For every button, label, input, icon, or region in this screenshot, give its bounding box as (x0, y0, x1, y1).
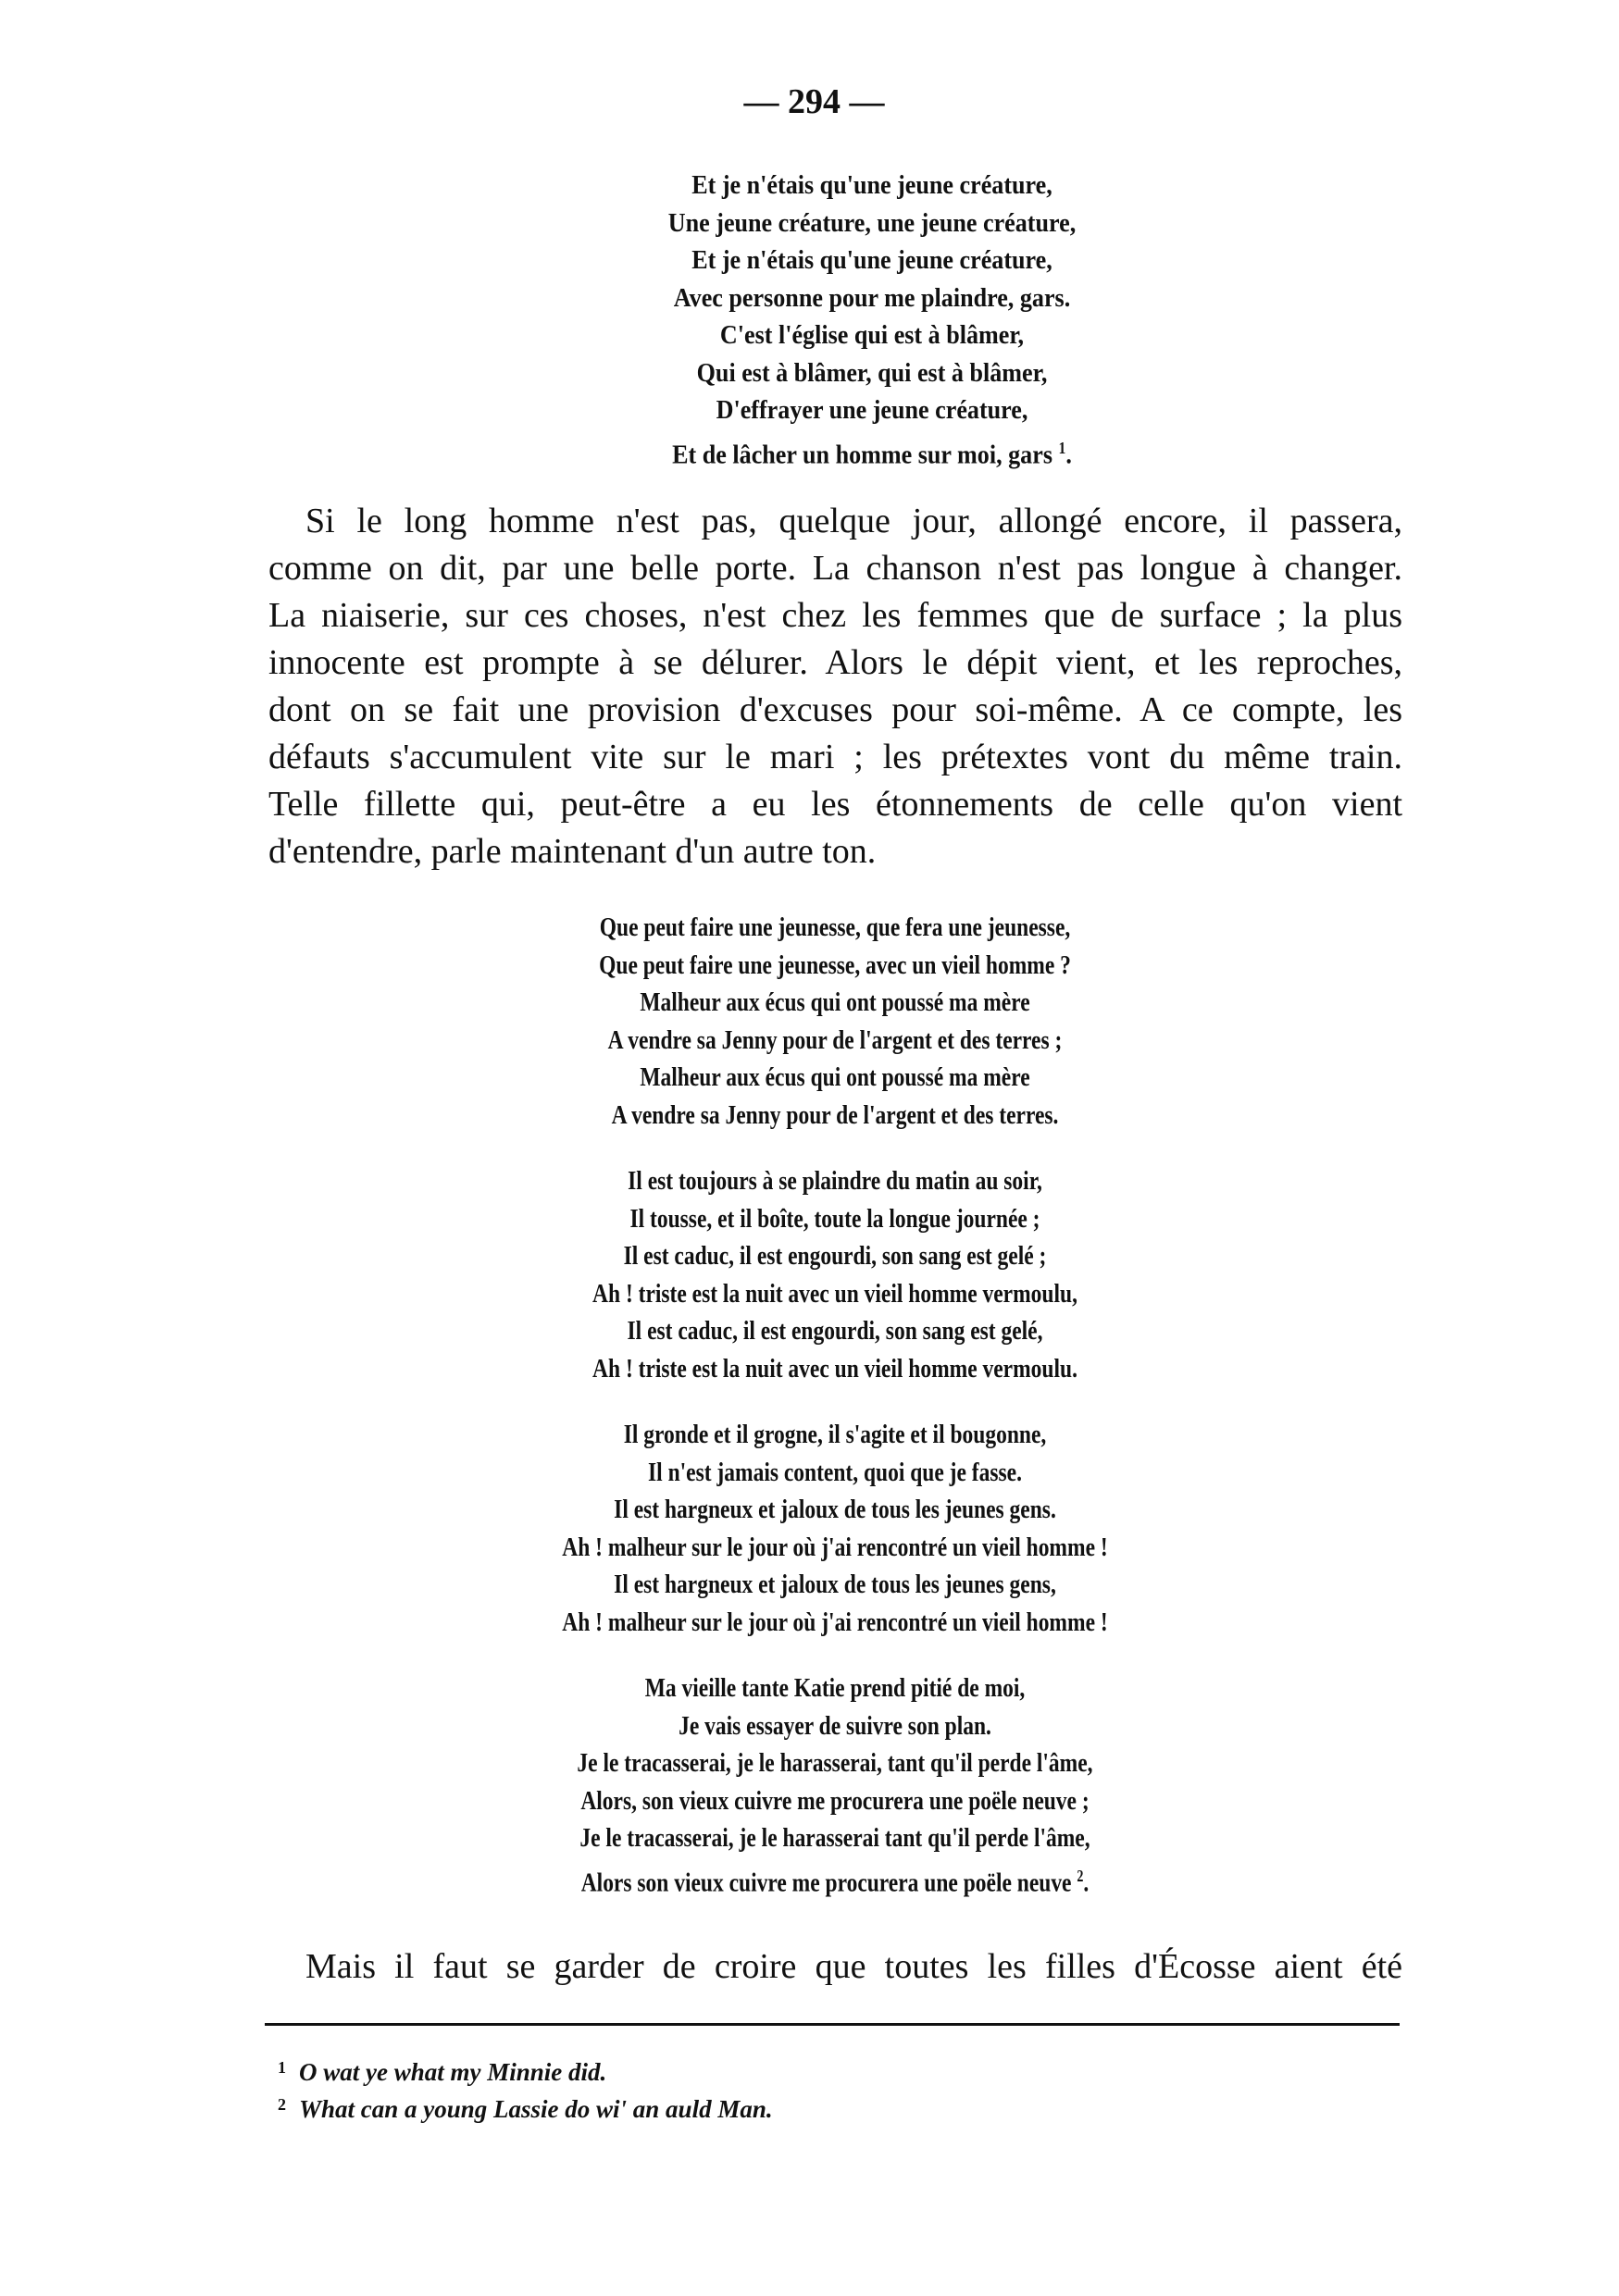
verse-line: Qui est à blâmer, qui est à blâmer, (696, 357, 1048, 388)
verse-line: A vendre sa Jenny pour de l'argent et des terres. (611, 1099, 1059, 1130)
paragraph-line: défauts s'accumulent vite sur le mari ; les prétextes vont du même train. (268, 738, 1402, 776)
verse-line: Je le tracasserai, je le harasserai, tant qu'il perde l'âme, (577, 1748, 1093, 1778)
verse-line: Ah ! malheur sur le jour où j'ai rencontré un vieil homme ! (562, 1607, 1108, 1637)
verse-line: Avec personne pour me plaindre, gars. (673, 282, 1071, 313)
footnote-2 (278, 2086, 773, 2128)
footnote-divider (265, 2023, 1400, 2026)
verse-line: Il gronde et il grogne, il s'agite et il bougonne, (623, 1420, 1047, 1449)
page-number: — 294 — (743, 82, 885, 121)
verse-line: Je le tracasserai, je le harasserai tant qu'il perde l'âme, (579, 1823, 1090, 1853)
verse-line: Ah ! malheur sur le jour où j'ai rencontré un vieil homme ! (562, 1532, 1108, 1562)
verse-text: Alors son vieux cuivre me procurera une poële neuve (580, 1868, 1072, 1898)
stanza-4 (130, 1669, 1541, 1902)
footnote-ref: 2 (1077, 1866, 1084, 1885)
verse-line: Il est hargneux et jaloux de tous les jeunes gens, (614, 1570, 1056, 1599)
verse-line: Et je n'étais qu'une jeune créature, (691, 170, 1052, 200)
paragraph-line: Si le long homme n'est pas, quelque jour, allongé encore, il passera, (305, 502, 1402, 540)
verse-text: Et de lâcher un homme sur moi, gars (672, 440, 1052, 470)
paragraph-line: Telle fillette qui, peut-être a eu les étonnements de celle qu'on vient (268, 785, 1402, 824)
verse-line: D'effrayer une jeune créature, (716, 395, 1028, 425)
footnote-text: O wat ye what my Minnie did. (299, 2058, 607, 2086)
verse-line: Ma vieille tante Katie prend pitié de moi, (644, 1673, 1026, 1703)
verse-block-2 (0, 909, 1619, 1930)
stanza-1 (130, 909, 1541, 1134)
verse-line: C'est l'église qui est à blâmer, (719, 320, 1025, 350)
footnote-ref: 1 (1058, 438, 1066, 457)
footnote-number: 1 (278, 2058, 286, 2077)
paragraph-line: La niaiserie, sur ces choses, n'est chez les femmes que de surface ; la plus (268, 596, 1402, 635)
verse-line: Il est toujours à se plaindre du matin au soir, (628, 1166, 1042, 1196)
verse-line: Alors, son vieux cuivre me procurera une poële neuve ; (580, 1785, 1090, 1816)
paragraph-line: dont on se fait une provision d'excuses pour soi-même. A ce compte, les (268, 690, 1402, 729)
footnote-text: What can a young Lassie do wi' an auld Man. (299, 2095, 773, 2123)
verse-line: Il est caduc, il est engourdi, son sang est gelé ; (623, 1241, 1047, 1271)
paragraph-1 (268, 498, 1402, 875)
verse-line: Une jeune créature, une jeune créature, (667, 207, 1077, 238)
paragraph-line: comme on dit, par une belle porte. La chanson n'est pas longue à changer. (268, 549, 1402, 588)
stanza-3 (130, 1416, 1541, 1641)
verse-line: Malheur aux écus qui ont poussé ma mère (640, 987, 1030, 1017)
verse-block-1 (0, 167, 1619, 474)
verse-line: Il n'est jamais content, quoi que je fasse. (648, 1457, 1022, 1487)
paragraph-line: innocente est prompte à se délurer. Alors le dépit vient, et les reproches, (268, 643, 1402, 682)
verse-line: Que peut faire une jeunesse, que fera une jeunesse, (599, 912, 1071, 942)
paragraph-line: d'entendre, parle maintenant d'un autre ton. (268, 832, 877, 871)
verse-line: Et de lâcher un homme sur moi, gars $^1$. (672, 438, 1072, 470)
verse-line: Ah ! triste est la nuit avec un vieil homme vermoulu. (592, 1353, 1077, 1384)
stanza-2 (130, 1162, 1541, 1387)
footnote-number: 2 (278, 2095, 286, 2114)
paragraph-2 (268, 1943, 1402, 1991)
verse-line: A vendre sa Jenny pour de l'argent et des terres ; (607, 1024, 1063, 1055)
verse-line: Que peut faire une jeunesse, avec un vieil homme ? (599, 949, 1071, 980)
verse-line: Il est caduc, il est engourdi, son sang est gelé, (627, 1316, 1043, 1346)
verse-line: Il est hargneux et jaloux de tous les jeunes gens. (614, 1495, 1056, 1524)
footnote-1 (278, 2049, 606, 2091)
verse-line: Ah ! triste est la nuit avec un vieil homme vermoulu, (592, 1278, 1077, 1309)
verse-line: Il tousse, et il boîte, toute la longue journée ; (629, 1203, 1040, 1234)
verse-line: Malheur aux écus qui ont poussé ma mère (640, 1062, 1030, 1092)
verse-line: Alors son vieux cuivre me procurera une poële neuve $^2$. (580, 1866, 1090, 1898)
verse-line: Et je n'étais qu'une jeune créature, (691, 245, 1052, 275)
verse-line: Je vais essayer de suivre son plan. (679, 1710, 991, 1741)
paragraph-line: Mais il faut se garder de croire que toutes les filles d'Écosse aient été (305, 1947, 1402, 1986)
